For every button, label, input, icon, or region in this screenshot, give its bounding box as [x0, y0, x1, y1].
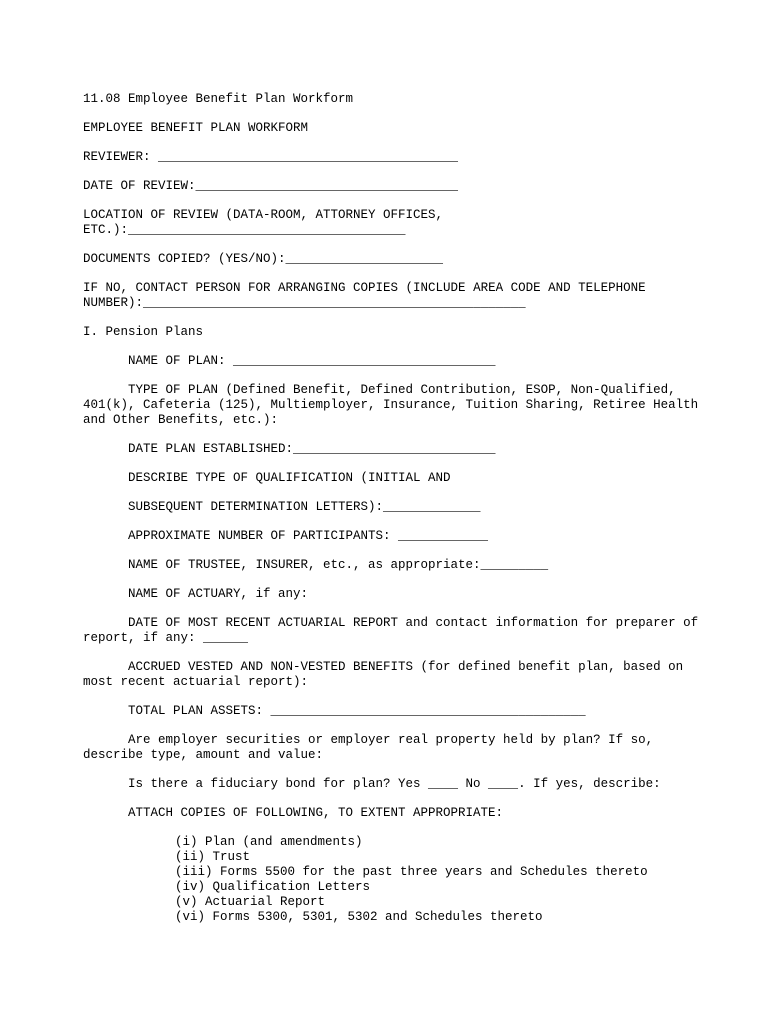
date-of-review-field: DATE OF REVIEW:___________________________________ — [83, 179, 459, 193]
list-item: (iv) Qualification Letters — [175, 880, 371, 894]
actuarial-report-field: DATE OF MOST RECENT ACTUARIAL REPORT and contact information for preparer of report, if any: ______ — [83, 616, 706, 645]
date-plan-established-field: DATE PLAN ESTABLISHED:___________________________ — [128, 442, 496, 456]
list-item: (iii) Forms 5500 for the past three years and Schedules thereto — [175, 865, 648, 879]
employer-securities-field: Are employer securities or employer real property held by plan? If so, describe type, amount and value: — [83, 733, 661, 762]
total-plan-assets-field: TOTAL PLAN ASSETS: __________________________________________ — [128, 704, 586, 718]
name-of-plan-field: NAME OF PLAN: ___________________________________ — [128, 354, 496, 368]
accrued-benefits-field: ACCRUED VESTED AND NON-VESTED BENEFITS (for defined benefit plan, based on most recent actuarial report): — [83, 660, 691, 689]
name-of-trustee-field: NAME OF TRUSTEE, INSURER, etc., as appropriate:_________ — [128, 558, 549, 572]
list-item: (ii) Trust — [175, 850, 251, 864]
approx-participants-field: APPROXIMATE NUMBER OF PARTICIPANTS: ____________ — [128, 529, 489, 543]
list-item: (v) Actuarial Report — [175, 895, 326, 909]
reviewer-field: REVIEWER: ________________________________________ — [83, 150, 459, 164]
attachments-list — [83, 835, 703, 925]
subsequent-determination-field: SUBSEQUENT DETERMINATION LETTERS):_____________ — [128, 500, 481, 514]
documents-copied-field: DOCUMENTS COPIED? (YES/NO):_____________________ — [83, 252, 444, 266]
describe-qualification-field: DESCRIBE TYPE OF QUALIFICATION (INITIAL AND — [128, 471, 451, 485]
document-title: 11.08 Employee Benefit Plan Workform — [83, 92, 354, 106]
list-item: (i) Plan (and amendments) — [175, 835, 363, 849]
fiduciary-bond-field: Is there a fiduciary bond for plan? Yes ____ No ____. If yes, describe: — [128, 777, 661, 791]
document-page — [83, 92, 706, 925]
list-item: (vi) Forms 5300, 5301, 5302 and Schedules thereto — [175, 910, 543, 924]
type-of-plan-field: TYPE OF PLAN (Defined Benefit, Defined Contribution, ESOP, Non-Qualified, 401(k), Cafeteria (125), Multiemployer, Insurance, Tuition Sharing, Retiree Health and Other Benefits, etc.): — [83, 383, 706, 427]
document-heading: EMPLOYEE BENEFIT PLAN WORKFORM — [83, 121, 309, 135]
name-of-actuary-field: NAME OF ACTUARY, if any: — [128, 587, 309, 601]
attach-copies-heading: ATTACH COPIES OF FOLLOWING, TO EXTENT APPROPRIATE: — [128, 806, 504, 820]
contact-person-field: IF NO, CONTACT PERSON FOR ARRANGING COPIES (INCLUDE AREA CODE AND TELEPHONE NUMBER):___________________________________________________ — [83, 281, 646, 310]
section-heading: I. Pension Plans — [83, 325, 204, 339]
location-of-review-field: LOCATION OF REVIEW (DATA-ROOM, ATTORNEY OFFICES, ETC.):_____________________________________ — [83, 208, 444, 237]
